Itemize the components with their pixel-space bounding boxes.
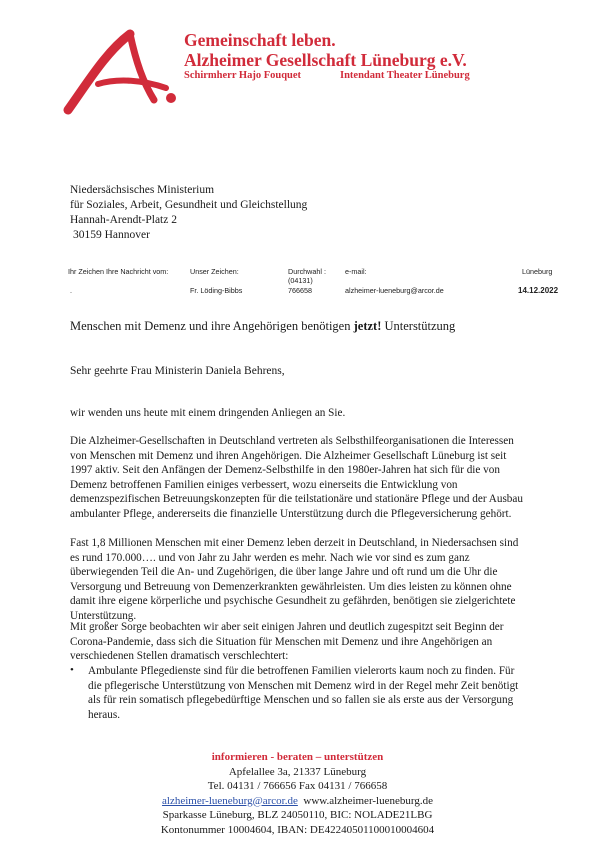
- ref-label-city: Lüneburg: [522, 267, 553, 276]
- recipient-line: Niedersächsisches Ministerium: [70, 184, 215, 196]
- letterhead-patron: Schirmherr Hajo Fouquet: [184, 70, 302, 81]
- body-paragraph: Mit großer Sorge beobachten wir aber seit einigen Jahren und deutlich zugespitzt seit Beginn der Corona-Pandemie, dass sich die Situation für Menschen mit Demenz und ihre Angehörigen an verschiedenen Stellen dramatisch verschlechtert:: [70, 621, 504, 663]
- recipient-line: 30159 Hannover: [73, 229, 150, 241]
- bullet-marker: •: [70, 664, 74, 676]
- footer-tagline: informieren - beraten – unterstützen: [211, 751, 384, 763]
- ref-value-phone: 766658: [288, 286, 312, 295]
- footer-account: Kontonummer 10004604, IBAN: DE42240501100010004604: [160, 823, 435, 836]
- letterhead-title: [184, 30, 467, 70]
- letter-subject: [70, 319, 455, 334]
- footer-contact: [0, 794, 595, 809]
- footer-email-link[interactable]: alzheimer-lueneburg@arcor.de: [162, 794, 298, 807]
- letterhead-title-line2: Alzheimer Gesellschaft Lüneburg e.V.: [184, 50, 467, 70]
- ref-value-date: 14.12.2022: [518, 286, 559, 295]
- footer-bank: Sparkasse Lüneburg, BLZ 24050110, BIC: NOLADE21LBG: [162, 809, 433, 821]
- bullet-item: Ambulante Pflegedienste sind für die betroffenen Familien vielerorts kaum noch zu finden. Für die pflegerische Unterstützung von Menschen mit Demenz wird in der Regel mehr Zeit benötigt als für rein somatisch pflegebedürftige Menschen und so fallen sie als erste aus der Versorgung heraus.: [88, 665, 519, 721]
- salutation: Sehr geehrte Frau Ministerin Daniela Behrens,: [70, 365, 285, 377]
- ref-value-their: .: [70, 286, 72, 295]
- footer-address: Apfelallee 3a, 21337 Lüneburg: [228, 765, 367, 778]
- body-paragraph: Die Alzheimer-Gesellschaften in Deutschland vertreten als Selbsthilfeorganisationen die Interessen von Menschen mit Demenz und ihren Angehörigen. Die Alzheimer Gesellschaft Lüneburg ist seit 1997 aktiv. Seit den Anfängen der Demenz-Selbsthilfe in den 1980er-Jahren hat sich für die von Demenz betroffenen Familien einiges verbessert, wozu einerseits die Entwicklung von demenzspezifischen Betreuungskonzepten für die teilstationäre und stationäre Pflege und der Ausbau ambulanter Pflege, andererseits die finanzielle Unterstützung durch die Pflegeversicherung gehört.: [70, 435, 523, 520]
- subject-emphasis: jetzt!: [353, 319, 382, 333]
- letterhead-title-line1: Gemeinschaft leben.: [184, 30, 336, 50]
- recipient-line: Hannah-Arendt-Platz 2: [70, 214, 177, 226]
- ref-label-email: e-mail:: [345, 267, 367, 276]
- ref-value-email: alzheimer-lueneburg@arcor.de: [345, 286, 444, 295]
- recipient-line: für Soziales, Arbeit, Gesundheit und Gleichstellung: [70, 199, 308, 211]
- footer-website[interactable]: www.alzheimer-lueneburg.de: [303, 794, 433, 807]
- intro-paragraph: wir wenden uns heute mit einem dringenden Anliegen an Sie.: [70, 407, 346, 419]
- ref-label-their: Ihr Zeichen Ihre Nachricht vom:: [68, 267, 169, 276]
- ref-value-our: Fr. Löding-Bibbs: [190, 286, 243, 295]
- subject-text: Menschen mit Demenz und ihre Angehörigen benötigen: [70, 319, 354, 333]
- alzheimer-logo: [58, 22, 188, 122]
- body-paragraph: Fast 1,8 Millionen Menschen mit einer Demenz leben derzeit in Deutschland, in Niedersachsen sind es rund 170.000…. und von Jahr zu Jahr werden es mehr. Nach wie vor sind es zum ganz überwiegenden Teil die An- und Zugehörigen, die über lange Jahre und oft rund um die Uhr die Versorgung und Betreuung von Demenzerkrankten gewährleisten. Um dies leisten zu können ohne damit ihre eigene körperliche und psychische Gesundheit zu gefährden, benötigen sie zielgerichtete Unterstützung.: [70, 537, 519, 622]
- letterhead-director: Intendant Theater Lüneburg: [340, 70, 470, 81]
- ref-label-phone: Durchwahl :: [288, 267, 326, 276]
- ref-label-phone-area: (04131): [288, 276, 313, 285]
- recipient-address: [70, 183, 307, 243]
- ref-label-our: Unser Zeichen:: [190, 267, 239, 276]
- footer-phone-fax: Tel. 04131 / 766656 Fax 04131 / 766658: [207, 780, 388, 792]
- footer: [0, 750, 595, 837]
- subject-text-end: Unterstützung: [381, 319, 456, 333]
